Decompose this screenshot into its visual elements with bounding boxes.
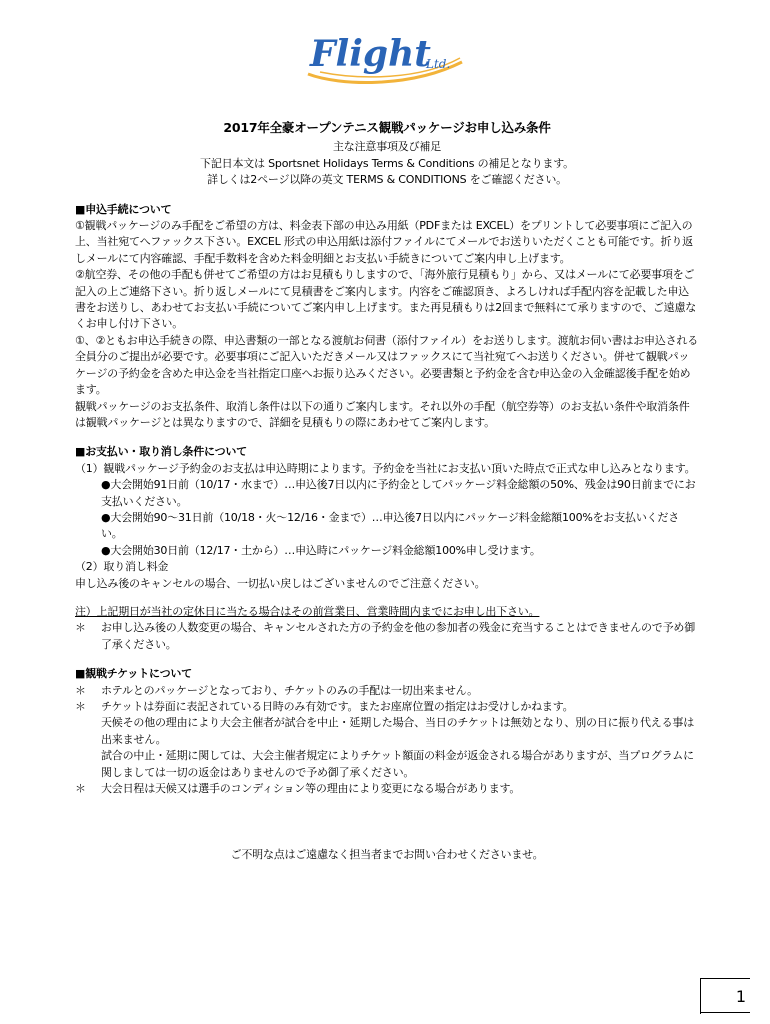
note-star-text: お申し込み後の人数変更の場合、キャンセルされた方の予約金を他の参加者の残金に充当することはできませんので予め御了承ください。 (101, 621, 695, 651)
ticket-star-text-1: ホテルとのパッケージとなっており、チケットのみの手配は一切出来ません。 (101, 683, 478, 697)
subtitle-line-2: 下記日本文は Sportsnet Holidays Terms & Conditions の補足となります。 (200, 156, 574, 170)
ticket-star-item-2 (75, 699, 699, 781)
payment-bullet-3: ●大会開始30日前（12/17・土から）…申込時にパッケージ料金総額100%申し受けます。 (101, 543, 541, 557)
company-logo (300, 28, 470, 90)
flight-logo-graphic (300, 28, 470, 90)
ticket-star-item-3 (75, 781, 699, 797)
payment-bullet-2: ●大会開始90～31日前（10/18・火～12/16・金まで）…申込後7日以内にパッケージ料金総額100%をお支払いください。 (101, 510, 680, 541)
logo-brand: Flight (310, 33, 431, 75)
star-mark: ＊ (75, 782, 86, 796)
ticket-star-text-3: 大会日程は天候又は選手のコンディション等の理由により変更になる場合があります。 (101, 782, 521, 796)
logo-suffix: Ltd. (426, 57, 451, 71)
document-body (75, 120, 699, 864)
payment-item-2-text: 申し込み後のキャンセルの場合、一切払い戻しはございませんのでご注意ください。 (75, 576, 486, 590)
closing-message: ご不明な点はご遠慮なく担当者までお問い合わせくださいませ。 (230, 848, 544, 862)
section-ticket-heading: ■観戦チケットについて (75, 667, 192, 681)
note-star-item (75, 620, 699, 653)
application-paragraph-2: ②航空券、その他の手配も併せてご希望の方はお見積もりしますので、「海外旅行見積もり」から、又はメールにて必要事項をご記入の上ご連絡下さい。折り返しメールにて見積書をご案内します。内容をご確認頂き、よろしければ手配内容を記載した申込書をお送りし、あわせてお支払い手続についてご案内申し上げます。また再見積もりは2回まで無料にて承りますので、ご遠慮なくお申し付け下さい。 (75, 268, 697, 331)
payment-item-1: （1）観戦パッケージ予約金のお支払は申込時期によります。予約金を当社にお支払い頂いた時点で正式な申し込みとなります。 (75, 461, 696, 475)
section-payment-heading: ■お支払い・取り消し条件について (75, 445, 247, 459)
ticket-star-item-1 (75, 683, 699, 699)
payment-bullet-1: ●大会開始91日前（10/17・水まで）…申込後7日以内に予約金としてパッケージ料金総額の50%、残金は90日前までにお支払いください。 (101, 478, 696, 508)
document-title: 2017年全豪オープンテニス観戦パッケージお申し込み条件 (223, 120, 551, 135)
section-application-heading: ■申込手続について (75, 202, 172, 216)
payment-item-2: （2）取り消し料金 (75, 560, 169, 574)
ticket-star-text-2-main: チケットは券面に表記されている日時のみ有効です。またお座席位置の指定はお受けしかねます。 (101, 700, 574, 713)
note-business-day: 注）上記期日が当社の定休日に当たる場合はその前営業日、営業時間内までにお申し出下さい。 (75, 604, 540, 618)
application-paragraph-3: ①、②ともお申込手続きの際、申込書類の一部となる渡航お伺書（添付ファイル）をお送りします。渡航お伺い書はお申込される全員分のご提出が必要です。必要事項にご記入いただきメール又はファックスにて当社宛てへお送りください。併せて観戦パッケージの予約金を含めた申込金を当社指定口座へお振り込みください。必要書類と予約金を含む申込金の入金確認後手配を始めます。 (75, 333, 699, 397)
star-mark: ＊ (75, 683, 86, 697)
star-mark: ＊ (75, 700, 86, 713)
page-number-rule (700, 1012, 750, 1013)
star-mark: ＊ (75, 621, 86, 635)
ticket-star-text-2-cont2: 試合の中止・延期に関しては、大会主催者規定によりチケット額面の料金が返金される場合がありますが、当プログラムに関しましては一切の返金はありませんので予め御了承ください。 (101, 749, 694, 779)
ticket-star-text-2 (101, 699, 699, 781)
application-paragraph-4: 観戦パッケージのお支払条件、取消し条件は以下の通りご案内します。それ以外の手配（航空券等）のお支払い条件や取消条件は観戦パッケージとは異なりますので、詳細を見積もりの際にあわせてご案内します。 (75, 399, 690, 429)
subtitle-line-1: 主な注意事項及び補足 (333, 140, 441, 154)
subtitle-line-3: 詳しくは2ページ以降の英文 TERMS & CONDITIONS をご確認ください。 (207, 173, 567, 187)
ticket-star-text-2-cont1: 天候その他の理由により大会主催者が試合を中止・延期した場合、当日のチケットは無効となり、別の日に振り代える事は出来ません。 (101, 716, 695, 746)
application-paragraph-1: ①観戦パッケージのみ手配をご希望の方は、料金表下部の申込み用紙（PDFまたは EXCEL）をプリントして必要事項にご記入の上、当社宛てへファックス下さい。EXCEL 形式の申込用紙は添付ファイルにてメールでお送りいただくことも可能です。折り返しメールにて内容確認、手配手数料を含めた料金明細とお支払い手続きについてご案内申し上げます。 (75, 219, 693, 265)
page-number: 1 (700, 978, 750, 1014)
